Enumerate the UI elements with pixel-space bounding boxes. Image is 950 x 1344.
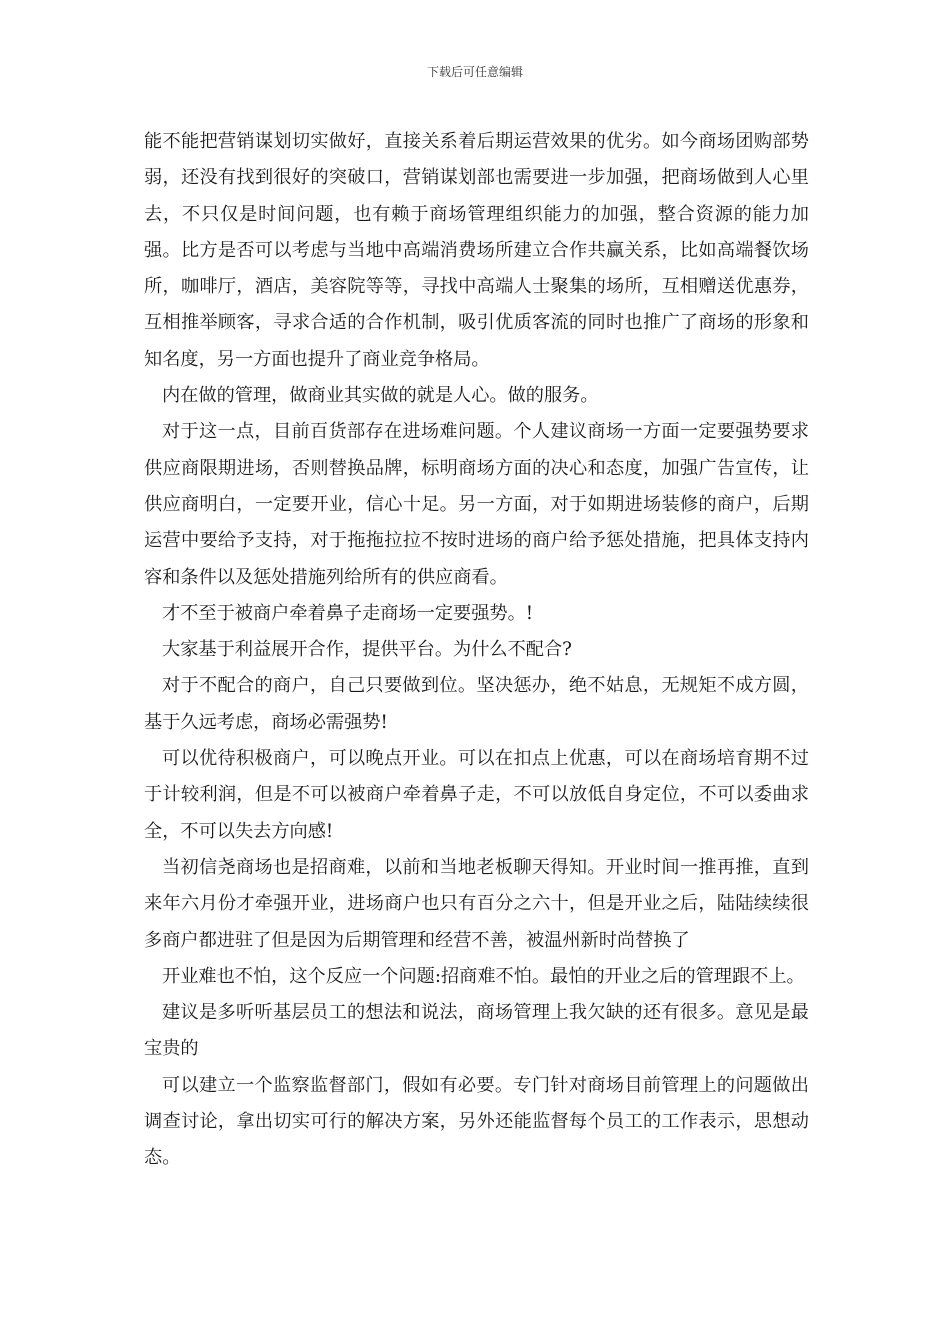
paragraph-5: 大家基于利益展开合作，提供平台。为什么不配合?: [162, 639, 572, 661]
document-body: [144, 124, 809, 1177]
paragraph-11: 可以建立一个监察监督部门，假如有必要。专门针对商场目前管理上的问题做出调查讨论，拿出切实可行的解决方案，另外还能监督每个员工的工作表示，思想动态。: [144, 1074, 809, 1169]
paragraph-4: 才不至于被商户牵着鼻子走商场一定要强势。!: [162, 602, 534, 624]
paragraph-8: 当初信尧商场也是招商难，以前和当地老板聊天得知。开业时间一推再推，直到来年六月份才牵强开业，进场商户也只有百分之六十，但是开业之后，陆陆续续很多商户都进驻了但是因为后期管理和经营不善，被温州新时尚替换了: [144, 856, 809, 951]
paragraph-9: 开业难也不怕，这个反应一个问题:招商难不怕。最怕的开业之后的管理跟不上。: [162, 965, 805, 987]
paragraph-3: 对于这一点，目前百货部存在进场难问题。个人建议商场一方面一定要强势要求供应商限期进场，否则替换品牌，标明商场方面的决心和态度，加强广告宣传，让供应商明白，一定要开业，信心十足。另一方面，对于如期进场装修的商户，后期运营中要给予支持，对于拖拖拉拉不按时进场的商户给予惩处措施，把具体支持内容和条件以及惩处措施列给所有的供应商看。: [144, 421, 809, 588]
paragraph-6: 对于不配合的商户，自己只要做到位。坚决惩办，绝不姑息，无规矩不成方圆，基于久远考虑，商场必需强势!: [144, 675, 809, 733]
paragraph-7: 可以优待积极商户，可以晚点开业。可以在扣点上优惠，可以在商场培育期不过于计较利润，但是不可以被商户牵着鼻子走，不可以放低自身定位，不可以委曲求全，不可以失去方向感!: [144, 748, 809, 842]
page-header: 下载后可任意编辑: [426, 65, 523, 79]
paragraph-10: 建议是多听听基层员工的想法和说法，商场管理上我欠缺的还有很多。意见是最宝贵的: [144, 1002, 809, 1060]
paragraph-1: 能不能把营销谋划切实做好，直接关系着后期运营效果的优劣。如今商场团购部势弱，还没有找到很好的突破口，营销谋划部也需要进一步加强，把商场做到人心里去，不只仅是时间问题，也有赖于商场管理组织能力的加强，整合资源的能力加强。比方是否可以考虑与当地中高端消费场所建立合作共赢关系，比如高端餐饮场所，咖啡厅，酒店，美容院等等，寻找中高端人士聚集的场所，互相赠送优惠券，互相推举顾客，寻求合适的合作机制，吸引优质客流的同时也推广了商场的形象和知名度，另一方面也提升了商业竞争格局。: [144, 131, 809, 370]
paragraph-2: 内在做的管理，做商业其实做的就是人心。做的服务。: [162, 385, 599, 407]
